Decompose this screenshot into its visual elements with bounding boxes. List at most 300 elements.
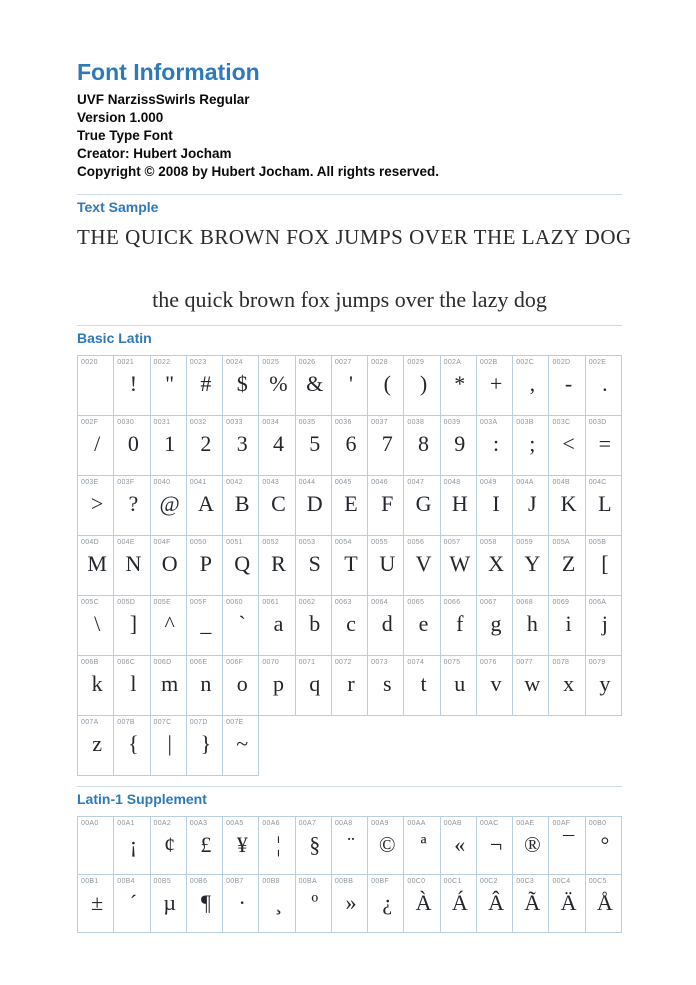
glyph-row [78,536,622,596]
code-label: 00A7 [298,820,317,827]
glyph: º [311,890,319,915]
code-label: 0029 [407,359,425,366]
glyph-cell-0032 [186,416,222,476]
glyph-cell-007C [150,716,186,776]
glyph-cell-00A2 [150,817,186,875]
glyph: Â [488,890,504,915]
glyph-cell-0049 [476,476,512,536]
glyph: ¬ [489,832,503,857]
glyph: ª [420,832,427,857]
glyph-cell-0061 [259,596,295,656]
glyph-cell-002C [513,356,549,416]
glyph-cell-0078 [549,656,585,716]
glyph: D [306,491,323,516]
code-label: 007E [226,719,244,726]
glyph-cell-0043 [259,476,295,536]
glyph: § [309,832,321,857]
code-label: 005E [153,599,172,606]
glyph-cell-0021 [114,356,150,416]
glyph-cell-0035 [295,416,331,476]
glyph-cell-00BB [331,875,367,933]
glyph-cell-006F [223,656,259,716]
glyph: Y [524,551,541,576]
code-label: 0023 [189,359,207,366]
section-divider [77,786,622,787]
glyph: p [272,671,284,696]
glyph: 2 [200,431,212,456]
latin1-supplement-section [77,792,622,933]
glyph-cell-005D [114,596,150,656]
code-label: 00B8 [262,878,280,885]
code-label: 0041 [189,479,207,486]
glyph: i [565,611,572,636]
text-sample-heading: Text Sample [77,199,159,215]
glyph: \ [94,611,101,636]
glyph-cell-00C2 [476,875,512,933]
glyph: f [456,611,464,636]
code-label: 00A5 [226,820,244,827]
glyph: < [562,431,575,456]
glyph-cell-00C0 [404,875,440,933]
glyph: Ä [560,890,577,915]
code-label: 00AB [443,820,462,827]
code-label: 00BB [334,878,354,885]
glyph: d [381,611,393,636]
glyph: R [271,551,286,576]
code-label: 0077 [516,659,533,666]
glyph-cell-004D [78,536,114,596]
glyph: w [524,671,541,696]
code-label: 005F [189,599,207,606]
code-label: 005C [81,599,99,606]
glyph: / [94,431,101,456]
glyph: T [344,551,358,576]
code-label: 00A9 [371,820,389,827]
font-name: UVF NarzissSwirls Regular [77,92,250,107]
glyph-cell-003A [476,416,512,476]
glyph: . [602,371,608,396]
code-label: 0027 [334,359,352,366]
glyph-cell-0037 [368,416,404,476]
code-label: 007A [81,719,99,726]
basic-latin-section [77,331,622,776]
glyph-cell-004C [585,476,621,536]
glyph: 5 [309,431,321,456]
glyph: ¸ [274,890,283,915]
code-label: 0067 [479,599,497,606]
glyph-cell-007B [114,716,150,776]
glyph-row [78,476,622,536]
glyph-cell-00B6 [186,875,222,933]
text-sample-section [77,199,632,313]
sample-line-lowercase: the quick brown fox jumps over the lazy dog [152,287,547,312]
glyph: 4 [272,431,284,456]
glyph: , [529,371,536,396]
glyph-cell-00C3 [513,875,549,933]
glyph: J [528,491,537,516]
glyph: ¿ [382,890,393,915]
glyph: N [125,551,142,576]
code-label: 006D [153,659,172,666]
glyph: 3 [236,431,248,456]
code-label: 0034 [262,419,280,426]
code-label: 0032 [189,419,207,426]
glyph: L [598,491,612,516]
glyph: K [560,491,577,516]
code-label: 0045 [334,479,352,486]
glyph: M [87,551,107,576]
empty-table-area [259,716,622,776]
code-label: 0071 [298,659,316,666]
glyph-cell-00B1 [78,875,114,933]
glyph-cell-0047 [404,476,440,536]
glyph: ; [529,431,536,456]
code-label: 0047 [407,479,425,486]
glyph-row [78,356,622,416]
glyph-cell-0041 [186,476,222,536]
glyph-cell-0068 [513,596,549,656]
glyph-cell-0040 [150,476,186,536]
glyph-cell-006A [585,596,621,656]
glyph-cell-004F [150,536,186,596]
glyph-cell-00C4 [549,875,585,933]
glyph-cell-0058 [476,536,512,596]
code-label: 0053 [298,539,316,546]
glyph-cell-00BF [368,875,404,933]
code-label: 00AF [552,820,571,827]
glyph: 1 [164,431,176,456]
glyph: b [309,611,321,636]
code-label: 0020 [81,359,98,366]
glyph: v [490,671,502,696]
glyph-cell-0075 [440,656,476,716]
glyph: C [271,491,286,516]
code-label: 00C2 [479,878,498,885]
glyph: t [420,671,427,696]
glyph: Ã [524,890,541,915]
glyph-cell-00A8 [331,817,367,875]
code-label: 0028 [371,359,388,366]
code-label: 006A [588,599,607,606]
glyph: H [451,491,468,516]
glyph-cell-0042 [223,476,259,536]
code-label: 0068 [516,599,533,606]
glyph-cell-0045 [331,476,367,536]
glyph-cell-0066 [440,596,476,656]
glyph-row [78,596,622,656]
latin1-supplement-heading: Latin-1 Supplement [77,791,207,807]
code-label: 006B [81,659,99,666]
sample-block [77,225,632,313]
code-label: 004B [552,479,571,486]
glyph-cell-00AC [476,817,512,875]
glyph: F [381,491,394,516]
glyph: « [454,832,466,857]
code-label: 00A3 [189,820,208,827]
glyph-cell-0069 [549,596,585,656]
code-label: 004F [153,539,171,546]
glyph: ± [91,890,104,915]
glyph-cell-0036 [331,416,367,476]
page-title: Font Information [77,59,260,85]
glyph-cell-0029 [404,356,440,416]
code-label: 002D [552,359,571,366]
glyph-cell-004A [513,476,549,536]
glyph-cell-0063 [331,596,367,656]
glyph-cell-002F [78,416,114,476]
code-label: 0073 [371,659,388,666]
glyph-cell-0062 [295,596,331,656]
code-label: 003F [117,479,135,486]
glyph: ¢ [164,832,176,857]
code-label: 00A1 [117,820,135,827]
glyph-cell-00C1 [440,875,476,933]
glyph-row [78,716,622,776]
code-label: 002A [443,359,462,366]
glyph-cell-00A3 [186,817,222,875]
code-label: 007B [117,719,135,726]
glyph: Á [451,890,468,915]
glyph: m [161,671,179,696]
code-label: 0066 [443,599,461,606]
glyph-cell-0051 [223,536,259,596]
glyph: À [415,890,432,915]
glyph: z [92,731,103,756]
glyph: 8 [418,431,430,456]
glyph: ¨ [347,832,355,857]
code-label: 00B1 [81,878,99,885]
glyph: I [492,491,500,516]
glyph-cell-00A9 [368,817,404,875]
glyph-cell-0022 [150,356,186,416]
glyph: ? [128,491,139,516]
glyph: · [238,890,246,915]
code-label: 0030 [117,419,135,426]
code-label: 0057 [443,539,461,546]
code-label: 0065 [407,599,425,606]
glyph-cell-0077 [513,656,549,716]
font-creator: Creator: Hubert Jocham [77,146,232,161]
glyph: X [488,551,504,576]
glyph-cell-0060 [223,596,259,656]
glyph-cell-0074 [404,656,440,716]
glyph: U [379,551,396,576]
basic-latin-table [77,355,622,776]
code-label: 006F [226,659,244,666]
glyph: 0 [127,431,139,456]
glyph-cell-0030 [114,416,150,476]
glyph: ^ [164,611,175,636]
code-label: 003E [81,479,99,486]
glyph-cell-0064 [368,596,404,656]
glyph-cell-003C [549,416,585,476]
glyph: 6 [345,431,357,456]
glyph-cell-006E [186,656,222,716]
glyph: ¶ [200,890,211,915]
glyph-cell-0034 [259,416,295,476]
glyph-cell-007A [78,716,114,776]
glyph-cell-00A5 [223,817,259,875]
code-label: 00A6 [262,820,280,827]
glyph-cell-0039 [440,416,476,476]
code-label: 004E [117,539,135,546]
glyph: - [564,371,573,396]
code-label: 0061 [262,599,280,606]
glyph: s [382,671,392,696]
glyph-cell-0079 [585,656,621,716]
glyph-cell-0025 [259,356,295,416]
code-label: 00C4 [552,878,571,885]
code-label: 003C [552,419,571,426]
code-label: 007C [153,719,172,726]
code-label: 00B6 [189,878,208,885]
glyph-cell-007D [186,716,222,776]
glyph: W [449,551,471,576]
code-label: 00B0 [588,820,607,827]
glyph: n [200,671,212,696]
glyph: _ [200,611,212,636]
glyph: ° [600,832,610,857]
glyph-cell-00C5 [585,875,621,933]
code-label: 004D [81,539,99,546]
glyph: ® [523,832,541,857]
glyph-cell-00AA [404,817,440,875]
code-label: 00C3 [516,878,535,885]
code-label: 007D [189,719,208,726]
font-type: True Type Font [77,128,173,143]
code-label: 0046 [371,479,388,486]
code-label: 0059 [516,539,533,546]
glyph: µ [163,890,176,915]
glyph-cell-00B4 [114,875,150,933]
code-label: 0062 [298,599,316,606]
glyph-cell-005A [549,536,585,596]
code-label: 002B [479,359,498,366]
glyph-cell-00B0 [585,817,621,875]
font-version: Version 1.000 [77,110,164,125]
glyph-cell-0076 [476,656,512,716]
glyph: g [490,611,502,636]
code-label: 0056 [407,539,425,546]
code-label: 00B4 [117,878,135,885]
section-divider [77,325,622,326]
glyph: r [347,671,355,696]
code-label: 003B [516,419,534,426]
glyph-cell-00B5 [150,875,186,933]
code-label: 0049 [479,479,497,486]
glyph-cell-0038 [404,416,440,476]
glyph-cell-0056 [404,536,440,596]
code-label: 0076 [479,659,497,666]
code-label: 0070 [262,659,280,666]
glyph-cell-00A6 [259,817,295,875]
code-label: 0064 [371,599,388,606]
code-label: 0043 [262,479,280,486]
glyph: y [599,671,611,696]
glyph-cell-0070 [259,656,295,716]
glyph-cell-0044 [295,476,331,536]
glyph: * [454,371,466,396]
code-label: 00BF [371,878,390,885]
glyph-cell-00A0 [78,817,114,875]
glyph: B [234,491,250,516]
basic-latin-heading: Basic Latin [77,330,152,346]
glyph: } [200,731,212,756]
code-label: 00B7 [226,878,244,885]
glyph: ~ [236,731,249,756]
glyph-cell-004B [549,476,585,536]
glyph: Q [234,551,251,576]
glyph-cell-005B [585,536,621,596]
code-label: 005B [588,539,607,546]
glyph-cell-00AF [549,817,585,875]
glyph: V [415,551,432,576]
code-label: 006C [117,659,136,666]
glyph: k [91,671,103,696]
glyph: : [492,431,500,456]
glyph: = [598,431,612,456]
glyph-cell-003F [114,476,150,536]
code-label: 00A8 [334,820,353,827]
code-label: 0050 [189,539,207,546]
glyph-cell-0065 [404,596,440,656]
code-label: 0024 [226,359,243,366]
glyph: { [128,731,139,756]
code-label: 0022 [153,359,171,366]
glyph: # [200,371,212,396]
glyph: x [563,671,575,696]
code-label: 00AA [407,820,426,827]
glyph-cell-003E [78,476,114,536]
glyph: £ [200,832,212,857]
glyph-cell-0052 [259,536,295,596]
latin1-supplement-table [77,816,622,933]
glyph: u [454,671,466,696]
glyph-cell-0072 [331,656,367,716]
glyph-cell-0053 [295,536,331,596]
code-label: 0038 [407,419,425,426]
code-label: 002C [516,359,535,366]
glyph-cell-0046 [368,476,404,536]
glyph-cell-002B [476,356,512,416]
glyph-cell-0024 [223,356,259,416]
glyph: c [346,611,356,636]
glyph-cell-00B7 [223,875,259,933]
glyph-cell-00A1 [114,817,150,875]
code-label: 00C0 [407,878,426,885]
glyph: ( [383,371,391,396]
code-label: 006E [189,659,208,666]
code-label: 0051 [226,539,243,546]
code-label: 00A2 [153,820,172,827]
glyph-cell-0027 [331,356,367,416]
glyph: 7 [381,431,393,456]
glyph-cell-0028 [368,356,404,416]
glyph: % [269,371,288,396]
glyph: a [273,611,284,636]
glyph-row [78,875,622,933]
glyph: ! [129,371,138,396]
glyph-cell-0050 [186,536,222,596]
code-label: 00C1 [443,878,462,885]
code-label: 0036 [334,419,352,426]
code-label: 0058 [479,539,497,546]
code-label: 005A [552,539,571,546]
glyph-cell-0059 [513,536,549,596]
glyph-cell-0026 [295,356,331,416]
code-label: 0044 [298,479,316,486]
glyph-cell-00AB [440,817,476,875]
